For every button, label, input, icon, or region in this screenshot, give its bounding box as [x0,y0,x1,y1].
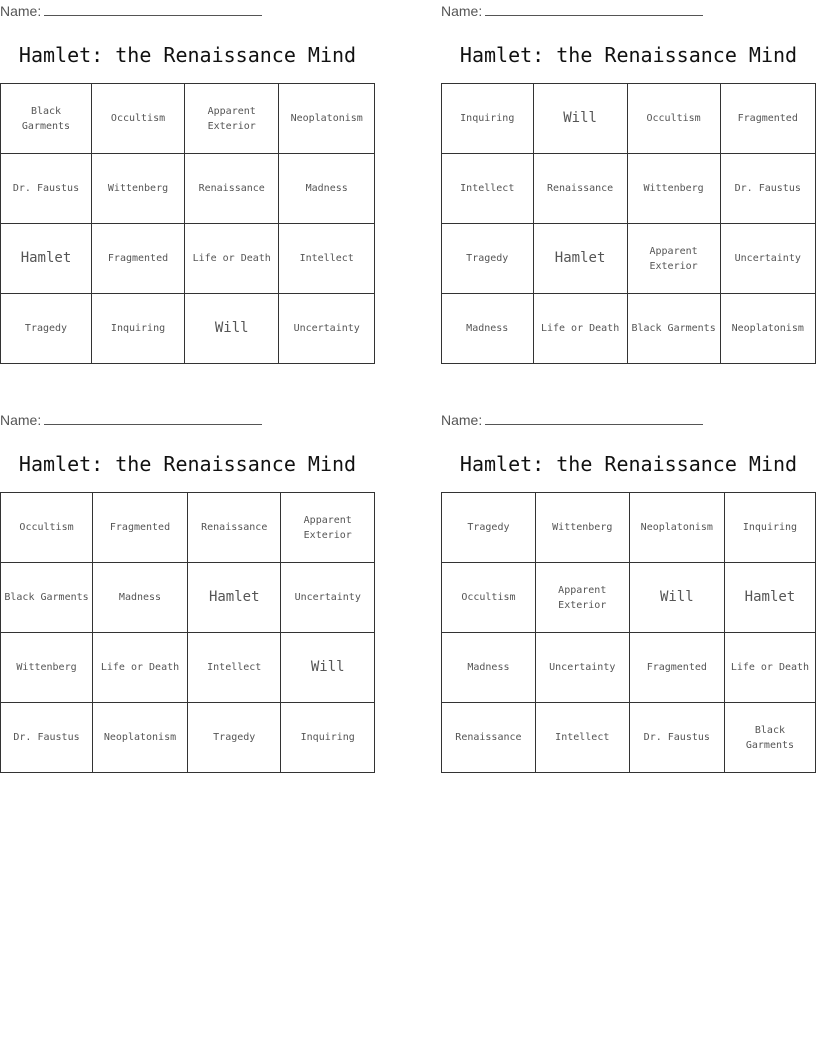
grid-row [1,154,375,224]
grid-cell: Apparent Exterior [185,84,279,154]
grid-cell: Will [533,84,627,154]
grid-cell: Hamlet [187,563,281,633]
grid-cell: Dr. Faustus [720,154,815,224]
grid-cell: Dr. Faustus [629,703,724,773]
grid-cell: Dr. Faustus [1,703,93,773]
grid-cell: Dr. Faustus [1,154,92,224]
bingo-grid [0,83,375,364]
grid-cell: Tragedy [187,703,281,773]
grid-cell: Will [281,633,375,703]
grid-cell: Uncertainty [535,633,629,703]
name-label: Name: [0,3,42,19]
name-field [441,1,703,21]
grid-cell: Inquiring [724,493,815,563]
name-label: Name: [441,3,483,19]
grid-cell: Inquiring [281,703,375,773]
grid-cell: Uncertainty [720,224,815,294]
grid-cell: Inquiring [92,294,185,364]
grid-cell: Renaissance [533,154,627,224]
grid-row [442,633,816,703]
grid-cell: Black Garments [1,563,93,633]
grid-cell: Wittenberg [535,493,629,563]
grid-cell: Uncertainty [279,294,375,364]
grid-row [442,84,816,154]
grid-row [1,563,375,633]
name-blank-line [485,411,703,425]
grid-cell: Renaissance [442,703,536,773]
grid-row [442,703,816,773]
grid-cell: Uncertainty [281,563,375,633]
name-field [441,410,703,430]
grid-cell: Tragedy [442,224,534,294]
grid-cell: Neoplatonism [720,294,815,364]
grid-row [442,294,816,364]
card-title: Hamlet: the Renaissance Mind [459,43,798,67]
bingo-grid [441,492,816,773]
grid-cell: Inquiring [442,84,534,154]
card-title: Hamlet: the Renaissance Mind [18,43,357,67]
grid-row [1,224,375,294]
grid-row [1,294,375,364]
grid-cell: Intellect [442,154,534,224]
grid-cell: Intellect [535,703,629,773]
grid-cell: Apparent Exterior [627,224,720,294]
grid-cell: Life or Death [533,294,627,364]
grid-cell: Wittenberg [1,633,93,703]
bingo-grid [441,83,816,364]
grid-cell: Will [185,294,279,364]
grid-cell: Neoplatonism [279,84,375,154]
grid-cell: Occultism [1,493,93,563]
grid-cell: Fragmented [720,84,815,154]
grid-row [1,84,375,154]
grid-cell: Hamlet [1,224,92,294]
grid-cell: Tragedy [1,294,92,364]
name-field [0,1,262,21]
grid-cell: Madness [442,633,536,703]
grid-cell: Intellect [279,224,375,294]
grid-cell: Tragedy [442,493,536,563]
grid-cell: Fragmented [93,493,188,563]
grid-cell: Madness [279,154,375,224]
name-field [0,410,262,430]
grid-cell: Apparent Exterior [535,563,629,633]
card-title: Hamlet: the Renaissance Mind [459,452,798,476]
grid-cell: Madness [442,294,534,364]
grid-cell: Life or Death [185,224,279,294]
grid-row [1,493,375,563]
grid-row [442,563,816,633]
grid-row [1,703,375,773]
name-blank-line [44,2,262,16]
grid-cell: Madness [93,563,188,633]
card-title: Hamlet: the Renaissance Mind [18,452,357,476]
grid-row [442,154,816,224]
grid-cell: Will [629,563,724,633]
name-blank-line [44,411,262,425]
grid-cell: Neoplatonism [629,493,724,563]
grid-cell: Life or Death [93,633,188,703]
grid-cell: Black Garments [627,294,720,364]
name-label: Name: [0,412,42,428]
grid-cell: Hamlet [533,224,627,294]
grid-row [1,633,375,703]
grid-cell: Renaissance [187,493,281,563]
grid-cell: Black Garments [1,84,92,154]
grid-cell: Fragmented [92,224,185,294]
grid-cell: Life or Death [724,633,815,703]
name-blank-line [485,2,703,16]
grid-row [442,224,816,294]
grid-cell: Renaissance [185,154,279,224]
name-label: Name: [441,412,483,428]
grid-cell: Hamlet [724,563,815,633]
bingo-grid [0,492,375,773]
grid-cell: Neoplatonism [93,703,188,773]
grid-cell: Intellect [187,633,281,703]
grid-cell: Fragmented [629,633,724,703]
grid-cell: Wittenberg [92,154,185,224]
grid-cell: Apparent Exterior [281,493,375,563]
grid-cell: Wittenberg [627,154,720,224]
grid-cell: Black Garments [724,703,815,773]
grid-cell: Occultism [442,563,536,633]
grid-cell: Occultism [627,84,720,154]
grid-row [442,493,816,563]
grid-cell: Occultism [92,84,185,154]
